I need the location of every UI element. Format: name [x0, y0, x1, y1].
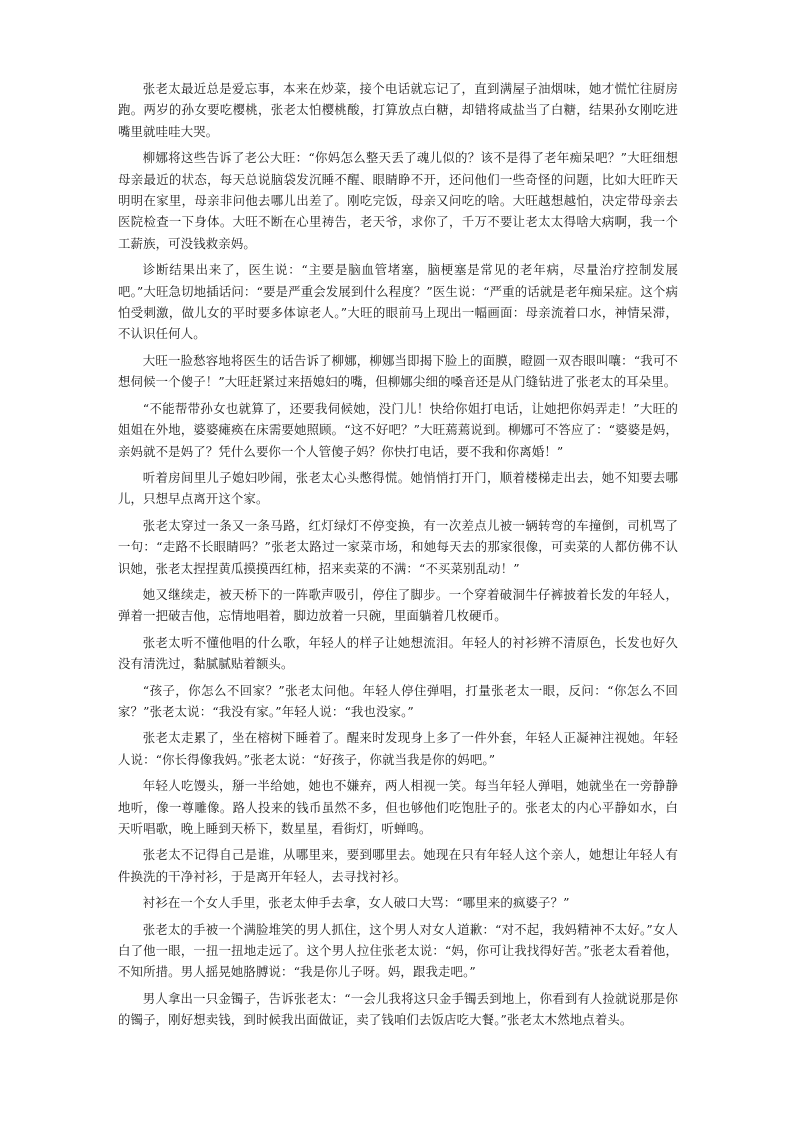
paragraph: 张老太最近总是爱忘事，本来在炒菜，接个电话就忘记了，直到满屋子油烟味，她才慌忙往厨房跑。两岁的孙女要吃樱桃，张老太怕樱桃酸，打算放点白糖，却错将咸盐当了白糖，结果孙女刚吃进嘴里就哇哇大哭。 [118, 81, 678, 139]
paragraph: 男人拿出一只金镯子，告诉张老太：“一会儿我将这只金手镯丢到地上，你看到有人捡就说那是你的镯子，刚好想卖钱，到时候我出面做证，卖了钱咱们去饭店吃大餐。”张老太木然地点着头。 [118, 990, 678, 1028]
paragraph: 年轻人吃馒头，掰一半给她，她也不嫌弃，两人相视一笑。每当年轻人弹唱，她就坐在一旁静静地听，像一尊雕像。路人投来的钱币虽然不多，但也够他们吃饱肚子的。张老太的内心平静如水，白天听唱歌，晚上睡到天桥下，数星星，看街灯，听蝉鸣。 [118, 778, 678, 836]
paragraph: 张老太的手被一个满脸堆笑的男人抓住，这个男人对女人道歉：“对不起，我妈精神不太好。”女人白了他一眼，一扭一扭地走远了。这个男人拉住张老太说：“妈，你可让我找得好苦。”张老太看着他，不知所措。男人摇晃她胳膊说：“我是你儿子呀。妈，跟我走吧。” [118, 921, 678, 980]
paragraph: 听着房间里儿子媳妇吵闹，张老太心头憋得慌。她悄悄打开门，顺着楼梯走出去，她不知要去哪儿，只想早点离开这个家。 [118, 469, 678, 507]
paragraph: 张老太走累了，坐在榕树下睡着了。醒来时发现身上多了一件外套，年轻人正凝神注视她。年轻人说：“你长得像我妈。”张老太说：“好孩子，你就当我是你的妈吧。” [118, 730, 678, 767]
story-text [118, 78, 678, 1036]
paragraph: 衬衫在一个女人手里，张老太伸手去拿，女人破口大骂：“哪里来的疯婆子？” [142, 895, 570, 911]
paragraph: 大旺一脸愁容地将医生的话告诉了柳娜，柳娜当即揭下脸上的面膜，瞪圆一双杏眼叫嚷：“我可不想伺候一个傻子！”大旺赶紧过来捂媳妇的嘴，但柳娜尖细的嗓音还是从门缝钻进了张老太的耳朵里。 [118, 352, 678, 390]
paragraph: “不能帮带孙女也就算了，还要我伺候她，没门儿！快给你姐打电话，让她把你妈弄走！”大旺的姐姐在外地，婆婆瘫痪在床需要她照顾。“这不好吧？”大旺蔫蔫说到。柳娜可不答应了：“婆婆是妈，亲妈就不是妈了？凭什么要你一个人管傻子妈？你快打电话，要不我和你离婚！” [118, 400, 678, 459]
paragraph: 张老太穿过一条又一条马路，红灯绿灯不停变换，有一次差点儿被一辆转弯的车撞倒，司机骂了一句：“走路不长眼睛吗？”张老太路过一家菜市场，和她每天去的那家很像，可卖菜的人都仿佛不认识她，张老太捏捏黄瓜摸摸西红柿，招来卖菜的不满：“不买菜别乱动！” [118, 517, 678, 576]
paragraph: 张老太不记得自己是谁，从哪里来，要到哪里去。她现在只有年轻人这个亲人，她想让年轻人有件换洗的干净衬衫，于是离开年轻人，去寻找衬衫。 [118, 847, 678, 884]
paragraph: 诊断结果出来了，医生说：“主要是脑血管堵塞，脑梗塞是常见的老年病，尽量治疗控制发展吧。”大旺急切地插话问：“要是严重会发展到什么程度？”医生说：“严重的话就是老年痴呆症。这个病怕受刺激，做儿女的平时要多体谅老人。”大旺的眼前马上现出一幅画面：母亲流着口水，神情呆滞，不认识任何人。 [118, 262, 678, 342]
paragraph: 她又继续走，被天桥下的一阵歌声吸引，停住了脚步。一个穿着破洞牛仔裤披着长发的年轻人，弹着一把破吉他，忘情地唱着，脚边放着一只碗，里面躺着几枚硬币。 [118, 586, 678, 624]
paragraph: 张老太听不懂他唱的什么歌，年轻人的样子让她想流泪。年轻人的衬衫辨不清原色，长发也好久没有清洗过，黏腻腻贴着额头。 [118, 634, 678, 672]
paragraph: “孩子，你怎么不回家？”张老太问他。年轻人停住弹唱，打量张老太一眼，反问：“你怎么不回家？”张老太说：“我没有家。”年轻人说：“我也没家。” [118, 682, 678, 719]
paragraph: 柳娜将这些告诉了老公大旺：“你妈怎么整天丢了魂儿似的？该不是得了老年痴呆吧？”大旺细想母亲最近的状态，每天总说脑袋发沉睡不醒、眼睛睁不开，还问他们一些奇怪的问题，比如大旺昨天明明在家里，母亲非问他去哪儿出差了。刚吃完饭，母亲又问吃的啥。大旺越想越怕，决定带母亲去医院检查一下身体。大旺不断在心里祷告，老天爷，求你了，千万不要让老太太得啥大病啊，我一个工薪族，可没钱救亲妈。 [118, 150, 678, 251]
